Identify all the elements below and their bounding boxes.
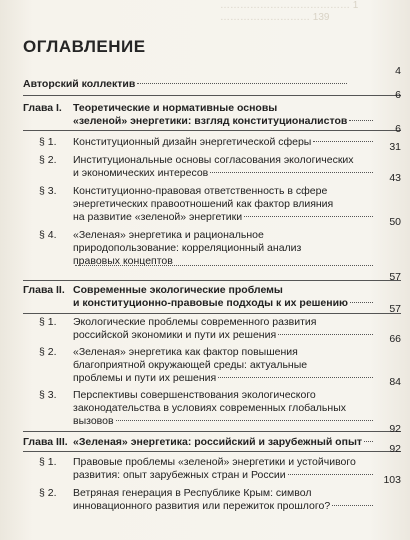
dot-leader bbox=[349, 120, 373, 121]
page-number: 92 bbox=[389, 443, 401, 455]
page-number: 66 bbox=[389, 333, 401, 345]
chapter-label: Глава III. bbox=[23, 436, 68, 448]
page-number: 4 bbox=[395, 65, 401, 77]
dot-leader bbox=[350, 302, 373, 303]
dot-leader bbox=[75, 265, 373, 266]
dot-leader bbox=[210, 172, 373, 173]
section-label: § 3. bbox=[39, 389, 57, 401]
entry-title-line: природопользование: корреляционный анализ bbox=[73, 242, 302, 254]
divider bbox=[23, 313, 401, 314]
divider bbox=[23, 280, 401, 281]
dot-leader bbox=[364, 441, 373, 442]
section-label: § 1. bbox=[39, 316, 57, 328]
dot-leader bbox=[278, 334, 373, 335]
dot-leader bbox=[332, 505, 373, 506]
divider bbox=[23, 451, 401, 452]
entry-title-line: Институциональные основы согласования экологических bbox=[73, 154, 354, 166]
section-label: § 2. bbox=[39, 346, 57, 358]
entry-title-line: развития: опыт зарубежных стран и России bbox=[73, 469, 286, 481]
dot-leader bbox=[218, 377, 373, 378]
entry-title-line: «Зеленая» энергетика: российский и зарубежный опыт bbox=[73, 436, 363, 448]
entry-title-line: Современные экологические проблемы bbox=[73, 284, 283, 296]
bleed-through-line: ……………………… 139 bbox=[220, 12, 330, 23]
page-number: 84 bbox=[389, 376, 401, 388]
entry-title-line: Перспективы совершенствования экологического bbox=[73, 389, 316, 401]
section-label: § 1. bbox=[39, 456, 57, 468]
dot-leader bbox=[244, 216, 373, 217]
chapter-label: Глава II. bbox=[23, 284, 65, 296]
entry-title-line: Конституционный дизайн энергетической сферы bbox=[73, 136, 312, 148]
entry-title-line: Экологические проблемы современного развития bbox=[73, 316, 317, 328]
section-label: § 1. bbox=[39, 136, 57, 148]
page-number: 57 bbox=[389, 303, 401, 315]
divider bbox=[23, 431, 401, 432]
entry-title: Авторский коллектив bbox=[23, 78, 136, 90]
entry-title-line: и экономических интересов bbox=[73, 167, 209, 179]
page-number: 92 bbox=[389, 423, 401, 435]
entry-title-line: и конституционно-правовые подходы к их решению bbox=[73, 297, 349, 309]
page-number: 6 bbox=[395, 89, 401, 101]
entry-title-line: российской экономики и пути их решения bbox=[73, 329, 277, 341]
entry-title-line: Правовые проблемы «зеленой» энергетики и устойчивого bbox=[73, 456, 356, 468]
page-title: ОГЛАВЛЕНИЕ bbox=[23, 37, 146, 56]
entry-title-line: Конституционно-правовая ответственность в сфере bbox=[73, 185, 328, 197]
dot-leader bbox=[137, 83, 347, 84]
entry-title-line: проблемы и пути их решения bbox=[73, 372, 217, 384]
divider bbox=[23, 95, 401, 96]
section-label: § 2. bbox=[39, 154, 57, 166]
section-label: § 4. bbox=[39, 229, 57, 241]
bleed-through-line: ………………………………… 1 bbox=[220, 0, 359, 11]
page-number: 103 bbox=[383, 474, 401, 486]
entry-title-line: инновационного развития или пережиток прошлого? bbox=[73, 500, 331, 512]
entry-title-line: вызовов bbox=[73, 415, 114, 427]
chapter-label: Глава I. bbox=[23, 102, 62, 114]
entry-title-line: правовых концептов bbox=[73, 255, 173, 267]
dot-leader bbox=[116, 420, 373, 421]
dot-leader bbox=[313, 141, 373, 142]
entry-title-line: энергетических правоотношений как фактор влияния bbox=[73, 198, 334, 210]
entry-title-line: Ветряная генерация в Республике Крым: символ bbox=[73, 487, 312, 499]
entry-title-line: на развитие «зеленой» энергетики bbox=[73, 211, 243, 223]
page-number: 6 bbox=[395, 123, 401, 135]
bleed-through-text bbox=[220, 0, 410, 30]
page-number: 50 bbox=[389, 216, 401, 228]
entry-title-line: «Зеленая» энергетика и рациональное bbox=[73, 229, 264, 241]
entry-title-line: законодательства в условиях современных глобальных bbox=[73, 402, 346, 414]
section-label: § 2. bbox=[39, 487, 57, 499]
page-number: 43 bbox=[389, 172, 401, 184]
entry-title-line: благоприятной окружающей среды: актуальные bbox=[73, 359, 308, 371]
entry-title-line: «Зеленая» энергетика как фактор повышения bbox=[73, 346, 298, 358]
entry-title-line: «зеленой» энергетики: взгляд конституционалистов bbox=[73, 115, 348, 127]
section-label: § 3. bbox=[39, 185, 57, 197]
page-number: 31 bbox=[389, 141, 401, 153]
dot-leader bbox=[288, 474, 373, 475]
divider bbox=[23, 130, 401, 131]
entry-title-line: Теоретические и нормативные основы bbox=[73, 102, 278, 114]
page-number: 57 bbox=[389, 271, 401, 283]
